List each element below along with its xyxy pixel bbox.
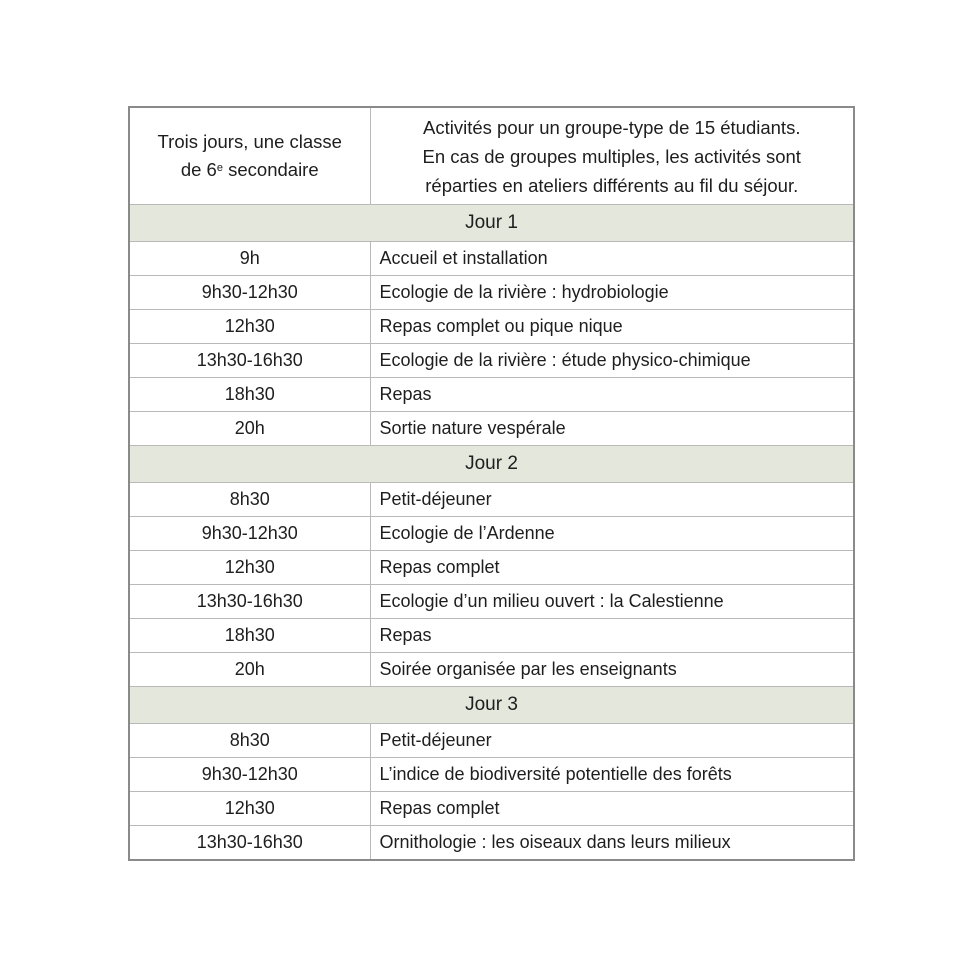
time-cell: 20h [129,653,370,687]
time-cell: 20h [129,412,370,446]
table-row [129,517,854,551]
table-row [129,310,854,344]
activity-cell: Petit-déjeuner [370,483,854,517]
activity-cell: Repas [370,378,854,412]
table-row [129,758,854,792]
day-label: Jour 2 [129,446,854,483]
day-label: Jour 1 [129,205,854,242]
activity-cell: Accueil et installation [370,242,854,276]
day-header-row [129,687,854,724]
activity-cell: Soirée organisée par les enseignants [370,653,854,687]
time-cell: 13h30-16h30 [129,585,370,619]
header-left-line2-sup: e [216,162,223,174]
activity-cell: Sortie nature vespérale [370,412,854,446]
activity-cell: Repas complet [370,792,854,826]
header-left-line1: Trois jours, une classe [157,131,342,152]
table-row [129,619,854,653]
table-row [129,826,854,861]
activity-cell: L’indice de biodiversité potentielle des forêts [370,758,854,792]
activity-cell: Repas complet [370,551,854,585]
activity-cell: Ecologie d’un milieu ouvert : la Calestienne [370,585,854,619]
time-cell: 9h30-12h30 [129,276,370,310]
table-row [129,378,854,412]
time-cell: 13h30-16h30 [129,344,370,378]
time-cell: 12h30 [129,551,370,585]
table-row [129,483,854,517]
activity-cell: Repas [370,619,854,653]
activity-cell: Ornithologie : les oiseaux dans leurs milieux [370,826,854,861]
table-row [129,344,854,378]
time-cell: 9h30-12h30 [129,517,370,551]
time-cell: 8h30 [129,724,370,758]
time-cell: 8h30 [129,483,370,517]
header-left-line2-prefix: de 6 [180,159,217,180]
day-header-row [129,446,854,483]
day-header-row [129,205,854,242]
time-cell: 12h30 [129,310,370,344]
table-row [129,242,854,276]
activity-cell: Petit-déjeuner [370,724,854,758]
activity-cell: Ecologie de la rivière : étude physico-chimique [370,344,854,378]
table-row [129,551,854,585]
time-cell: 18h30 [129,378,370,412]
header-right-cell [370,107,854,205]
table-row [129,653,854,687]
table-row [129,792,854,826]
header-right-line1: Activités pour un groupe-type de 15 étudiants. [423,116,801,138]
time-cell: 18h30 [129,619,370,653]
header-left-line2-suffix: secondaire [222,159,319,180]
activity-cell: Ecologie de l’Ardenne [370,517,854,551]
schedule-table [128,106,855,861]
activity-cell: Repas complet ou pique nique [370,310,854,344]
day-label: Jour 3 [129,687,854,724]
time-cell: 12h30 [129,792,370,826]
header-right-line3: réparties en ateliers différents au fil du séjour. [425,174,799,196]
header-right-line2: En cas de groupes multiples, les activités sont [422,145,801,167]
table-row [129,585,854,619]
time-cell: 13h30-16h30 [129,826,370,861]
table-header-row [129,107,854,205]
table-row [129,724,854,758]
time-cell: 9h [129,242,370,276]
time-cell: 9h30-12h30 [129,758,370,792]
table-row [129,276,854,310]
activity-cell: Ecologie de la rivière : hydrobiologie [370,276,854,310]
table-row [129,412,854,446]
header-left-cell [129,107,370,205]
